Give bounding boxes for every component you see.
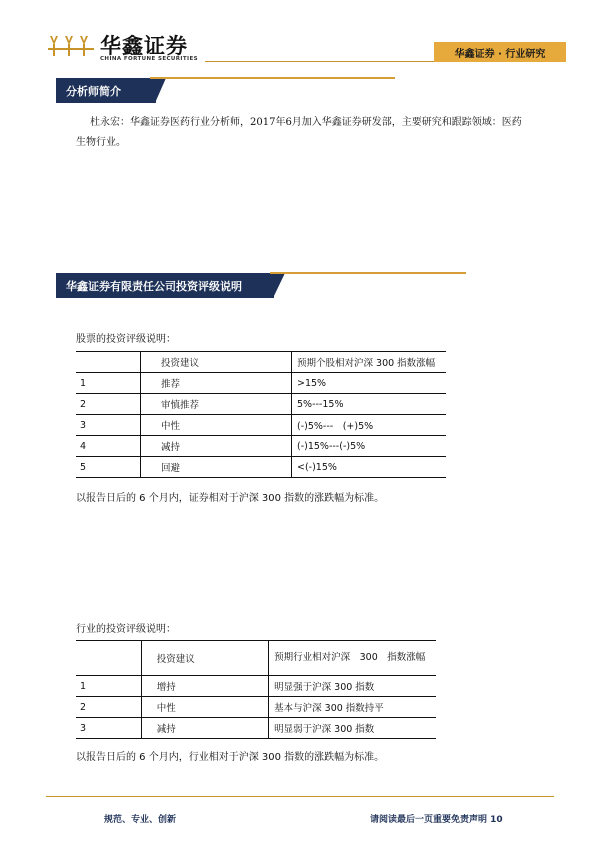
header-divider — [205, 61, 435, 62]
table-cell: 中性 — [141, 415, 292, 436]
table-header-row — [76, 352, 446, 373]
table-cell: 减持 — [141, 718, 268, 739]
table-cell: 中性 — [141, 697, 268, 718]
rating-section-title: 华鑫证券有限责任公司投资评级说明 — [66, 280, 242, 293]
table-cell: 3 — [76, 718, 141, 739]
footer-divider — [46, 796, 554, 797]
table-row — [76, 373, 446, 394]
industry-rating-label: 行业的投资评级说明： — [76, 624, 176, 635]
table-row — [76, 394, 446, 415]
table-cell: 2 — [76, 697, 141, 718]
table-cell: 基本与沪深 300 指数持平 — [269, 697, 436, 718]
table-cell: >15% — [292, 373, 447, 394]
table-header-cell: 预期行业相对沪深 300 指数涨幅 — [269, 641, 436, 676]
table-header-row — [76, 641, 436, 676]
stock-rating-note: 以报告日后的 6 个月内，证券相对于沪深 300 指数的涨跌幅为标准。 — [76, 493, 385, 504]
analyst-banner-rule — [150, 77, 395, 79]
table-row — [76, 436, 446, 457]
table-header-cell — [76, 641, 141, 676]
table-cell: 1 — [76, 373, 141, 394]
table-cell: (-)5%--- (+)5% — [292, 415, 447, 436]
stock-rating-table — [76, 351, 446, 478]
table-cell: 审慎推荐 — [141, 394, 292, 415]
table-cell: 1 — [76, 676, 141, 697]
logo-subtext: CHINA FORTUNE SECURITIES — [100, 56, 198, 62]
rating-section-banner — [56, 273, 286, 298]
table-row — [76, 718, 436, 739]
header-tag-text: 华鑫证券 · 行业研究 — [454, 49, 546, 60]
table-header-cell — [76, 352, 141, 373]
rating-banner-rule — [270, 272, 466, 274]
logo-icon — [46, 34, 98, 56]
table-cell: <(-)15% — [292, 457, 447, 478]
banner-corner-icon — [273, 273, 285, 298]
table-row — [76, 676, 436, 697]
table-cell: 2 — [76, 394, 141, 415]
industry-rating-note: 以报告日后的 6 个月内，行业相对于沪深 300 指数的涨跌幅为标准。 — [76, 752, 385, 763]
table-header-cell: 投资建议 — [141, 352, 292, 373]
table-cell: 回避 — [141, 457, 292, 478]
table-cell: 增持 — [141, 676, 268, 697]
table-cell: 5%---15% — [292, 394, 447, 415]
table-header-cell: 投资建议 — [141, 641, 268, 676]
footer-disclaimer-page: 请阅读最后一页重要免责声明 10 — [370, 815, 503, 825]
table-cell: 4 — [76, 436, 141, 457]
footer-slogan: 规范、专业、创新 — [104, 815, 177, 825]
table-cell: 3 — [76, 415, 141, 436]
table-cell: 明显强于沪深 300 指数 — [269, 676, 436, 697]
stock-rating-label: 股票的投资评级说明： — [76, 334, 176, 345]
table-cell: (-)15%---(-)5% — [292, 436, 447, 457]
table-header-cell: 预期个股相对沪深 300 指数涨幅 — [292, 352, 447, 373]
analyst-section-banner — [56, 78, 166, 103]
table-row — [76, 697, 436, 718]
banner-corner-icon — [155, 78, 166, 103]
analyst-bio: 杜永宏：华鑫证券医药行业分析师，2017年6月加入华鑫证券研发部，主要研究和跟踪领域：医药生物行业。 — [76, 117, 522, 148]
table-cell: 减持 — [141, 436, 292, 457]
table-cell: 推荐 — [141, 373, 292, 394]
industry-rating-table — [76, 640, 436, 739]
table-row — [76, 415, 446, 436]
logo-text: 华鑫证券 — [100, 34, 188, 58]
table-cell: 5 — [76, 457, 141, 478]
analyst-section-title: 分析师简介 — [66, 85, 121, 98]
table-cell: 明显弱于沪深 300 指数 — [269, 718, 436, 739]
table-row — [76, 457, 446, 478]
